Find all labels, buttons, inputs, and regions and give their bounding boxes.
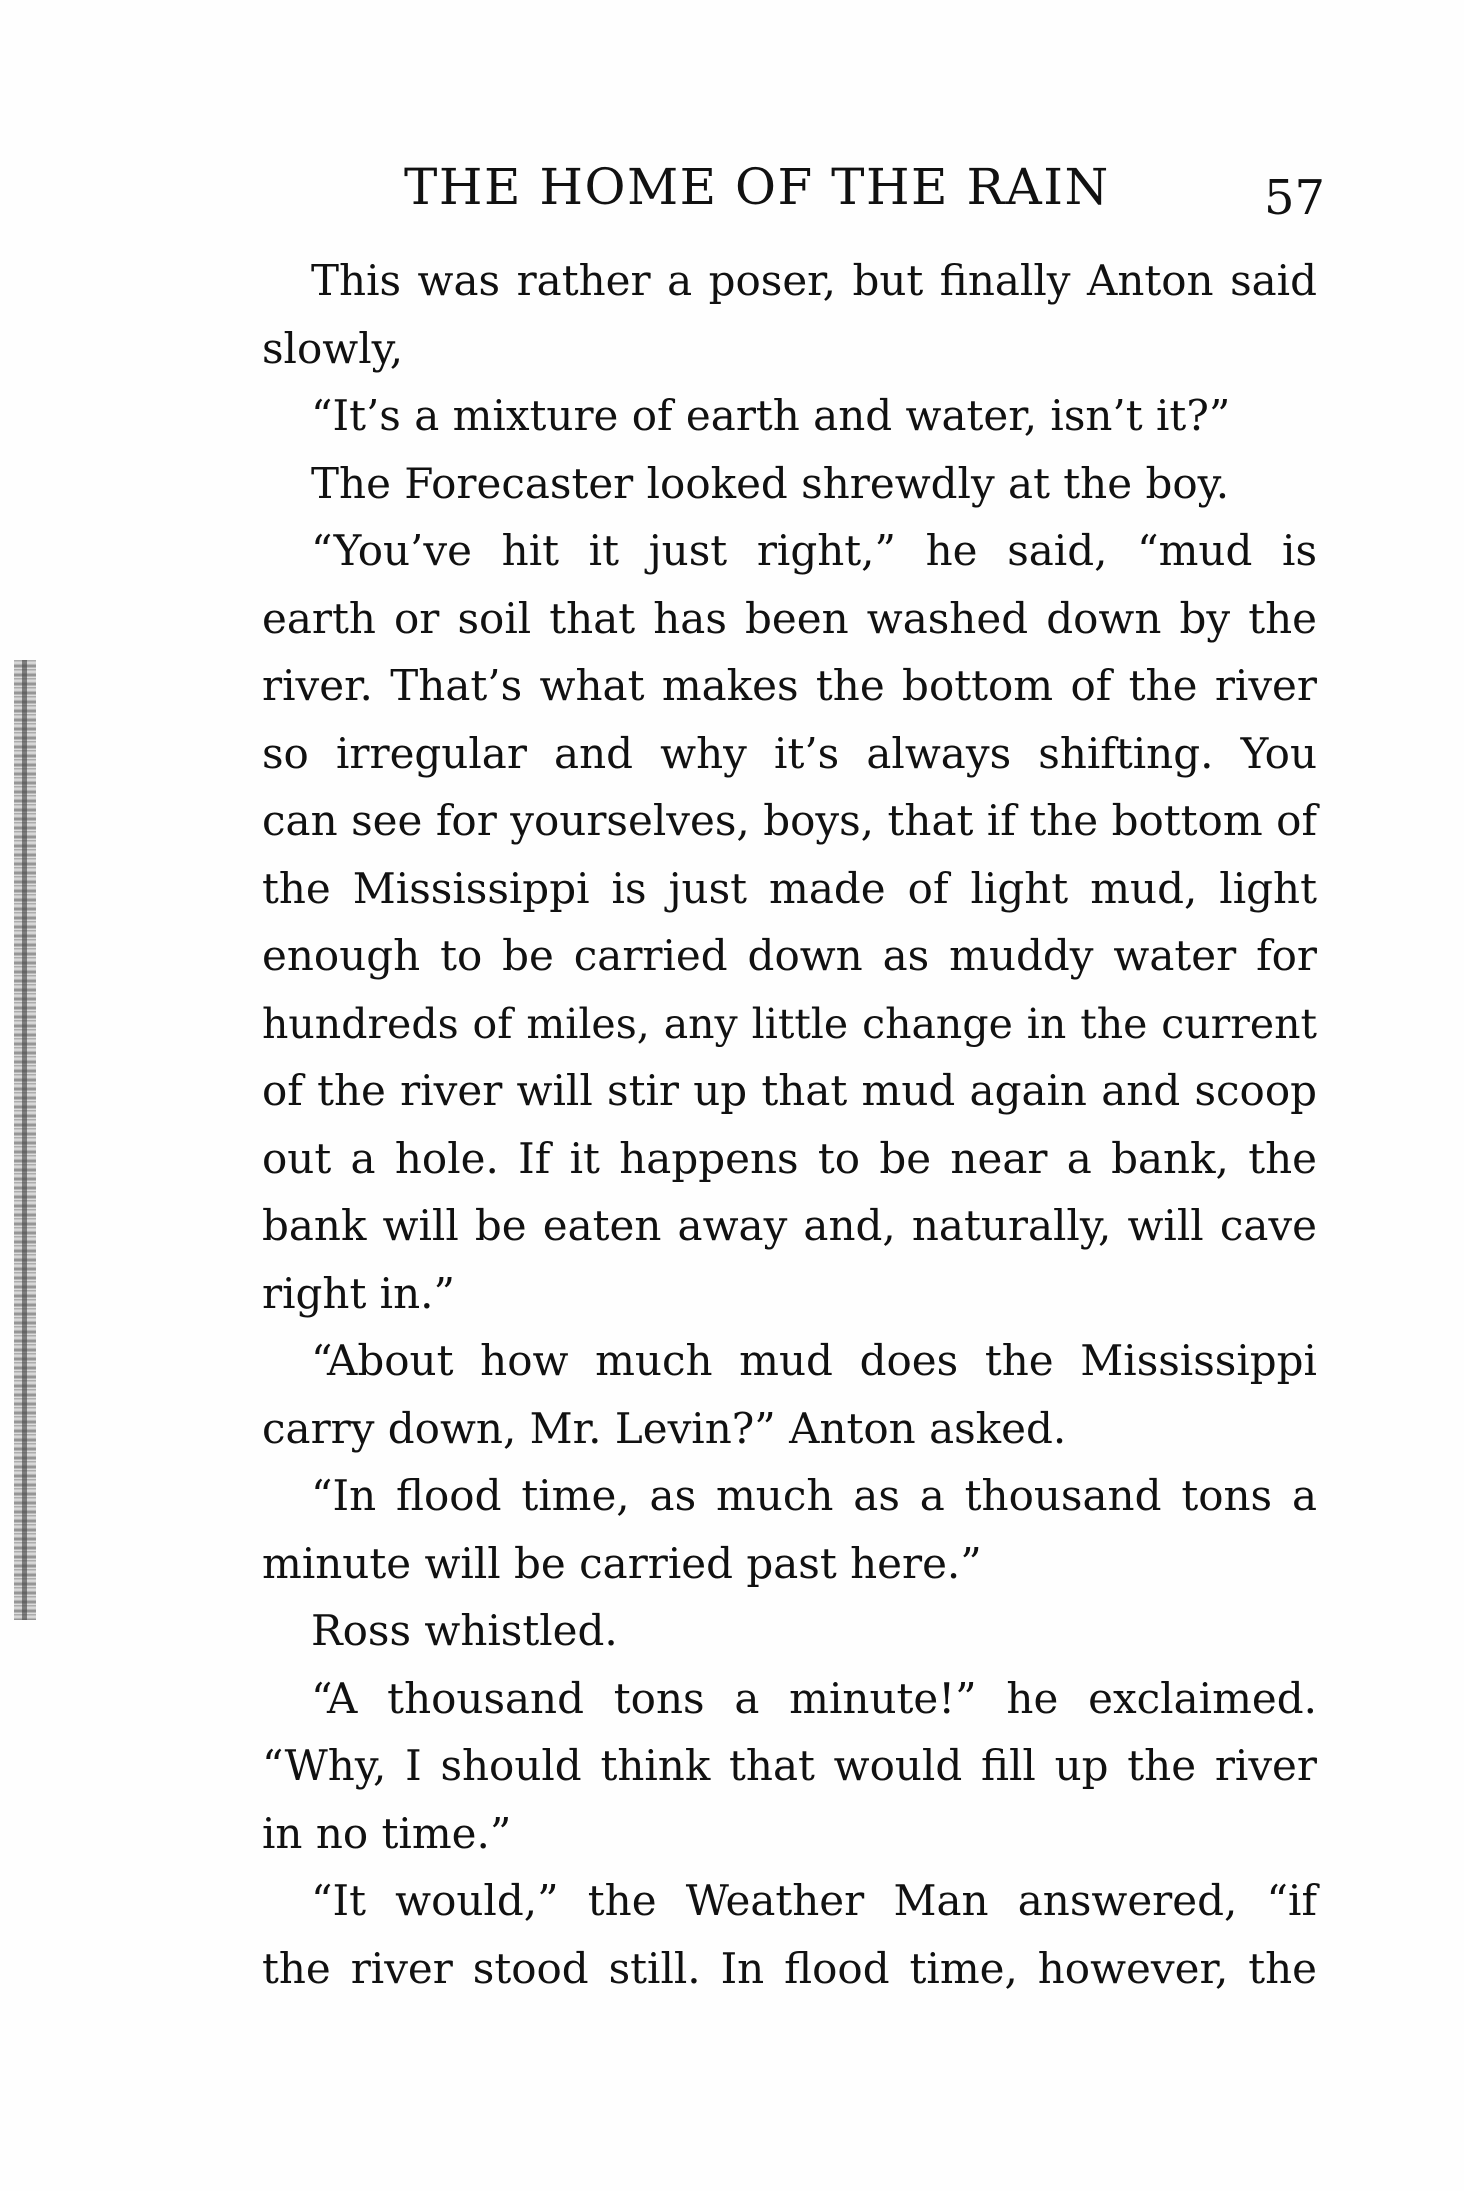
text-line: the river stood still. In flood time, however, the — [262, 1943, 1317, 1993]
text-line: earth or soil that has been washed down by the — [262, 593, 1317, 643]
text-line: of the river will stir up that mud again and scoop — [262, 1066, 1317, 1115]
text-line: hundreds of miles, any little change in the current — [262, 999, 1317, 1048]
text-line: so irregular and why it’s always shifting. You — [262, 728, 1317, 778]
text-line: out a hole. If it happens to be near a bank, the — [262, 1133, 1317, 1183]
text-line: enough to be carried down as muddy water for — [262, 931, 1317, 980]
text-line: The Forecaster looked shrewdly at the boy. — [311, 458, 1230, 508]
text-line: the Mississippi is just made of light mud, light — [262, 863, 1317, 913]
text-line: “Why, I should think that would fill up the river — [262, 1741, 1317, 1790]
text-line: “It’s a mixture of earth and water, isn’t it?” — [311, 391, 1231, 440]
text-line: river. That’s what makes the bottom of the river — [262, 661, 1317, 710]
page-number: 57 — [1264, 170, 1326, 226]
text-line: minute will be carried past here.” — [262, 1538, 982, 1588]
binding-gutter-shadow — [14, 660, 36, 1620]
text-line: “A thousand tons a minute!” he exclaimed. — [311, 1673, 1317, 1723]
text-line: Ross whistled. — [311, 1606, 618, 1655]
text-line: bank will be eaten away and, naturally, will cave — [262, 1201, 1317, 1250]
text-line: “In flood time, as much as a thousand tons a — [311, 1471, 1317, 1520]
body-text — [262, 250, 1317, 1993]
text-line: “It would,” the Weather Man answered, “if — [311, 1876, 1317, 1925]
text-line: carry down, Mr. Levin?” Anton asked. — [262, 1403, 1067, 1453]
text-line: in no time.” — [262, 1808, 512, 1858]
text-line: This was rather a poser, but finally Anton said — [311, 256, 1317, 305]
running-head: THE HOME OF THE RAIN — [404, 158, 1110, 216]
text-line: “You’ve hit it just right,” he said, “mud is — [311, 526, 1317, 575]
text-line: right in.” — [262, 1268, 455, 1318]
text-line: slowly, — [262, 323, 404, 373]
text-line: can see for yourselves, boys, that if the bottom of — [262, 796, 1317, 845]
text-line: “About how much mud does the Mississippi — [311, 1336, 1317, 1385]
